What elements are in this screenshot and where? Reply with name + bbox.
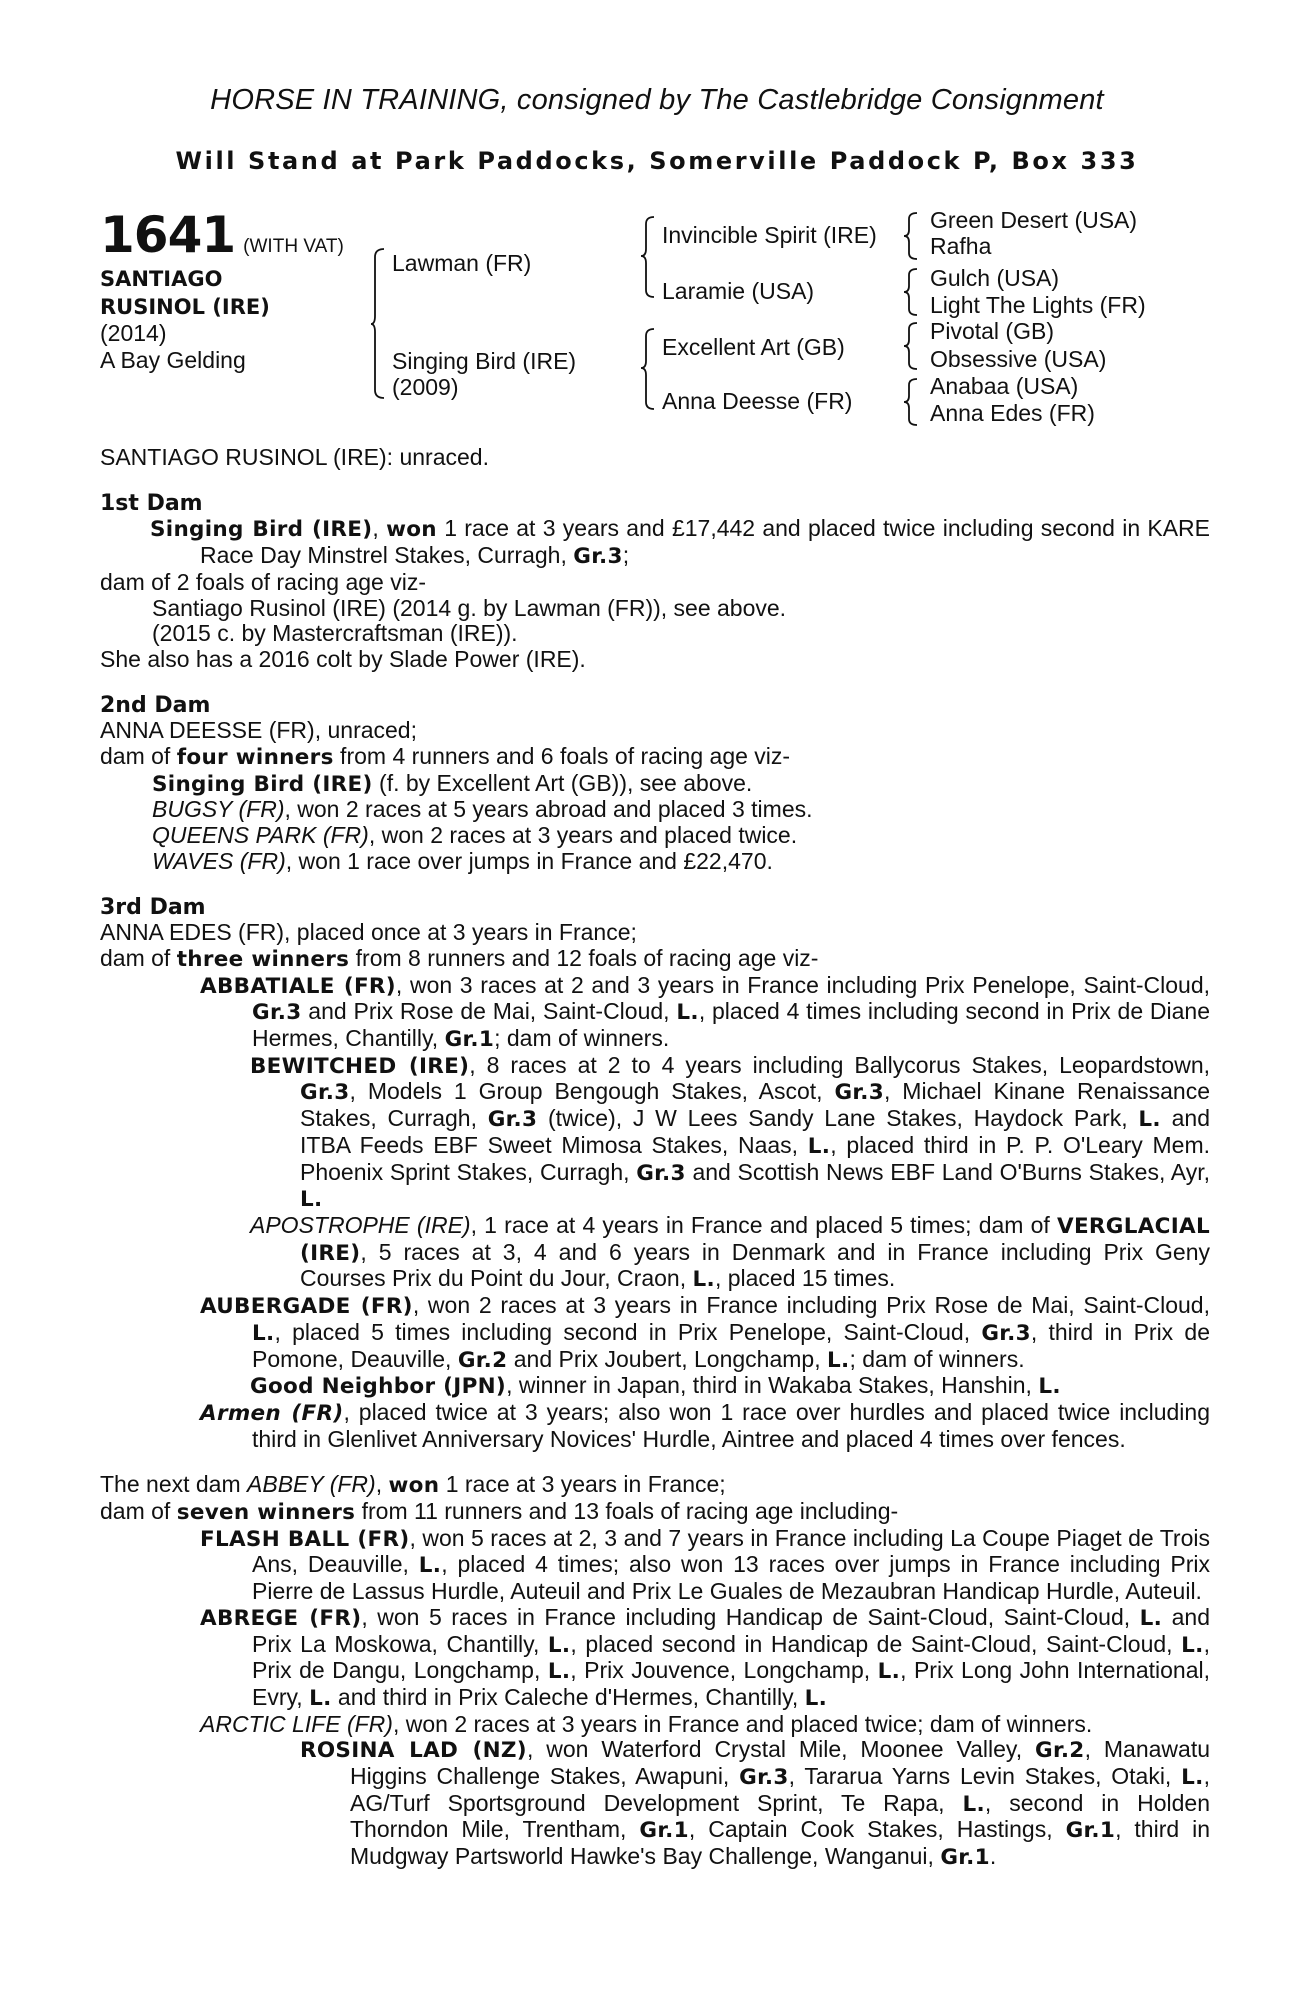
pedigree-gg8: Anna Edes (FR) bbox=[930, 400, 1095, 426]
heading-3rd-dam: 3rd Dam bbox=[100, 894, 206, 920]
entry-arctic-life: ARCTIC LIFE (FR), won 2 races at 3 years in France and placed twice; dam of winners. bbox=[200, 1710, 1093, 1737]
heading-2nd-dam: 2nd Dam bbox=[100, 692, 211, 718]
pedigree-dam-sire: Excellent Art (GB) bbox=[662, 334, 845, 360]
dam3-foals: dam of three winners from 8 runners and 12 foals of racing age viz- bbox=[100, 944, 819, 972]
pedigree-gg3: Gulch (USA) bbox=[930, 265, 1060, 291]
pedigree-gg2: Rafha bbox=[930, 233, 992, 259]
entry-abbatiale: ABBATIALE (FR), won 3 races at 2 and 3 years in France including Prix Penelope, Saint-Cloud, Gr.3 and Prix Rose de Mai, Saint-Cloud, L., placed 4 times including second in Prix de Diane Hermes, Chantilly, Gr.1; dam of winners. bbox=[200, 971, 1211, 1053]
entry-abrege: ABREGE (FR), won 5 races in France including Handicap de Saint-Cloud, Saint-Cloud, L. and Prix La Moskowa, Chantilly, L., placed second in Handicap de Saint-Cloud, Saint-Cloud, L., Prix de Dangu, Longchamp, L., Prix Jouvence, Longchamp, L., Prix Long John International, Evry, L. and third in Prix Caleche d'Hermes, Chantilly, L. bbox=[200, 1603, 1210, 1711]
lot-heading bbox=[100, 206, 344, 264]
pedigree-sire-sire: Invincible Spirit (IRE) bbox=[662, 222, 877, 248]
pedigree-bracket-g2 bbox=[903, 268, 921, 316]
lot-number: 1641 bbox=[100, 206, 236, 264]
horse-description: A Bay Gelding bbox=[100, 347, 246, 373]
stand-location: Will Stand at Park Paddocks, Somerville Paddock P, Box 333 bbox=[175, 147, 1139, 175]
entry-good-neighbor: Good Neighbor (JPN), winner in Japan, third in Wakaba Stakes, Hanshin, L. bbox=[250, 1372, 1061, 1400]
dam1-foal-2: (2015 c. by Mastercraftsman (IRE)). bbox=[152, 620, 518, 647]
horse-name bbox=[100, 265, 270, 321]
horse-name-line1: SANTIAGO bbox=[100, 267, 223, 291]
dam1-foals: dam of 2 foals of racing age viz- bbox=[100, 568, 426, 595]
dam2-record: ANNA DEESSE (FR), unraced; bbox=[100, 717, 417, 744]
pedigree-dam-year: (2009) bbox=[392, 374, 459, 400]
entry-armen: Armen (FR), placed twice at 3 years; also won 1 race over hurdles and placed twice including third in Glenlivet Anniversary Novices' Hurdle, Aintree and placed 4 times over fences. bbox=[200, 1398, 1210, 1452]
pedigree-gg6: Obsessive (USA) bbox=[930, 346, 1107, 372]
pedigree-dam-dam: Anna Deesse (FR) bbox=[662, 388, 853, 414]
page-title: HORSE IN TRAINING, consigned by The Castlebridge Consignment bbox=[210, 84, 1104, 116]
entry-flash-ball: FLASH BALL (FR), won 5 races at 2, 3 and 7 years in France including La Coupe Piaget de Trois Ans, Deauville, L., placed 4 times; also won 13 races over jumps in France including Prix Pierre de Lassus Hurdle, Auteuil and Prix Le Guales de Mezaubran Handicap Hurdle, Auteuil. bbox=[200, 1524, 1210, 1605]
pedigree-bracket-sire bbox=[640, 216, 660, 298]
pedigree-gg1: Green Desert (USA) bbox=[930, 207, 1138, 233]
dam3-record: ANNA EDES (FR), placed once at 3 years in France; bbox=[100, 919, 637, 946]
dam2-foal-4: WAVES (FR), won 1 race over jumps in France and £22,470. bbox=[152, 847, 773, 874]
catalogue-body bbox=[100, 445, 1210, 1871]
vat-note: (WITH VAT) bbox=[243, 236, 344, 257]
dam1-foal-1: Santiago Rusinol (IRE) (2014 g. by Lawman (FR)), see above. bbox=[152, 594, 787, 621]
entry-aubergade: AUBERGADE (FR), won 2 races at 3 years in France including Prix Rose de Mai, Saint-Cloud, L., placed 5 times including second in Prix Penelope, Saint-Cloud, Gr.3, third in Prix de Pomone, Deauville, Gr.2 and Prix Joubert, Longchamp, L.; dam of winners. bbox=[200, 1292, 1210, 1373]
horse-year: (2014) bbox=[100, 320, 167, 346]
pedigree-bracket-main bbox=[370, 248, 390, 398]
next-dam-record: The next dam ABBEY (FR), won 1 race at 3 years in France; bbox=[100, 1471, 726, 1499]
pedigree-bracket-g3 bbox=[903, 322, 921, 370]
pedigree-bracket-dam bbox=[640, 328, 660, 410]
dam2-foals: dam of four winners from 4 runners and 6 foals of racing age viz- bbox=[100, 743, 791, 771]
pedigree-sire-dam: Laramie (USA) bbox=[662, 278, 815, 304]
entry-bewitched: BEWITCHED (IRE), 8 races at 2 to 4 years including Ballycorus Stakes, Leopardstown, Gr.3, Models 1 Group Bengough Stakes, Ascot, Gr.3, Michael Kinane Renaissance Stakes, Curragh, Gr.3 (twice), J W Lees Sandy Lane Stakes, Haydock Park, L. and ITBA Feeds EBF Sweet Mimosa Stakes, Naas, L., placed third in P. P. O'Leary Mem. Phoenix Sprint Stakes, Curragh, Gr.3 and Scottish News EBF Land O'Burns Stakes, Ayr, L. bbox=[250, 1051, 1211, 1213]
dam1-note: She also has a 2016 colt by Slade Power (IRE). bbox=[100, 645, 586, 672]
pedigree-gg4: Light The Lights (FR) bbox=[930, 292, 1146, 318]
entry-rosina-lad: ROSINA LAD (NZ), won Waterford Crystal Mile, Moonee Valley, Gr.2, Manawatu Higgins Challenge Stakes, Awapuni, Gr.3, Tararua Yarns Levin Stakes, Otaki, L., AG/Turf Sportsground Development Sprint, Te Rapa, L., second in Holden Thorndon Mile, Trentham, Gr.1, Captain Cook Stakes, Hastings, Gr.1, third in Mudgway Partsworld Hawke's Bay Challenge, Wanganui, Gr.1. bbox=[300, 1736, 1211, 1871]
next-dam-foals: dam of seven winners from 11 runners and 13 foals of racing age including- bbox=[100, 1498, 899, 1526]
dam2-foal-3: QUEENS PARK (FR), won 2 races at 3 years and placed twice. bbox=[152, 822, 798, 849]
dam1-name: Singing Bird (IRE) bbox=[150, 517, 373, 543]
pedigree-bracket-g4 bbox=[903, 378, 921, 426]
dam2-foal-2: BUGSY (FR), won 2 races at 5 years abroad and placed 3 times. bbox=[152, 796, 813, 823]
dam1-record: Singing Bird (IRE), won 1 race at 3 years and £17,442 and placed twice including second in KARE Race Day Minstrel Stakes, Curragh, Gr.3; bbox=[150, 515, 1211, 570]
pedigree-gg7: Anabaa (USA) bbox=[930, 373, 1079, 399]
pedigree-dam: Singing Bird (IRE) bbox=[392, 348, 577, 374]
pedigree-bracket-g1 bbox=[903, 212, 921, 260]
pedigree-sire: Lawman (FR) bbox=[392, 250, 532, 276]
summary-line: SANTIAGO RUSINOL (IRE): unraced. bbox=[100, 444, 489, 470]
horse-info bbox=[100, 320, 246, 374]
won-label: won bbox=[386, 517, 437, 543]
dam2-foal-1: Singing Bird (IRE) (f. by Excellent Art (GB)), see above. bbox=[152, 769, 753, 797]
horse-name-line2: RUSINOL (IRE) bbox=[100, 295, 270, 319]
entry-apostrophe: APOSTROPHE (IRE), 1 race at 4 years in France and placed 5 times; dam of VERGLACIAL (IRE), 5 races at 3, 4 and 6 years in Denmark and in France including Prix Geny Courses Prix du Point du Jour, Craon, L., placed 15 times. bbox=[250, 1211, 1210, 1293]
pedigree-gg5: Pivotal (GB) bbox=[930, 318, 1054, 344]
heading-1st-dam: 1st Dam bbox=[100, 490, 203, 516]
